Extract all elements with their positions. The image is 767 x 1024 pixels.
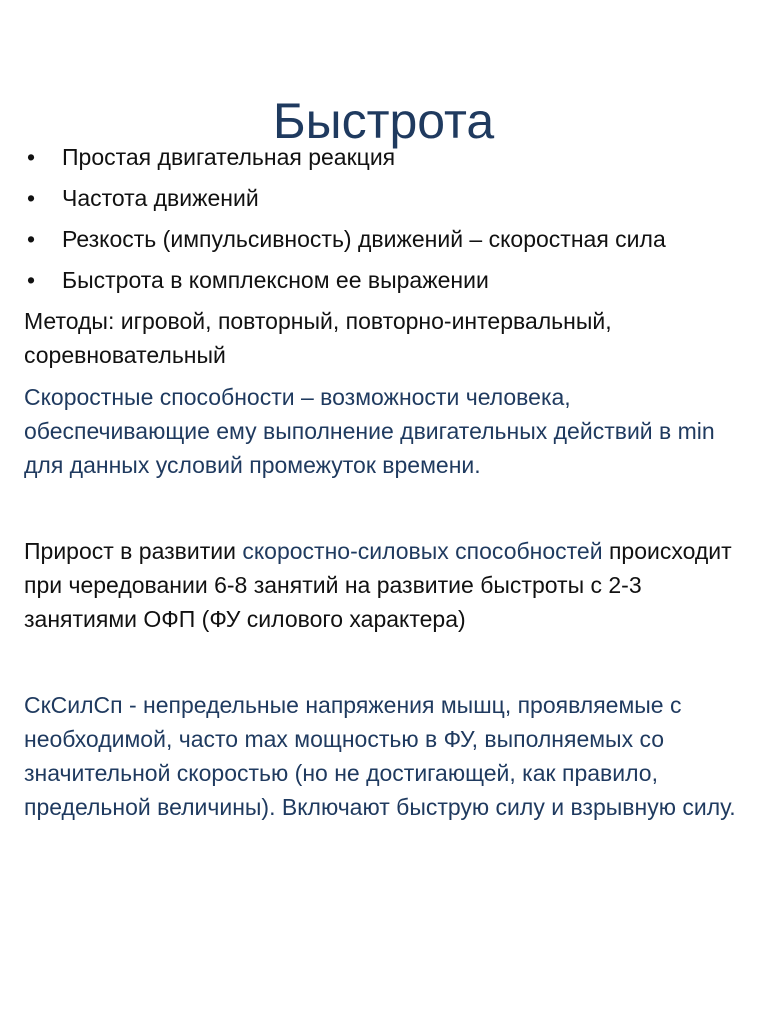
bullet-dot: •	[27, 267, 36, 293]
bullet-item	[24, 222, 754, 256]
growth-highlight: скоростно-силовых способностей	[242, 538, 603, 564]
bullet-dot: •	[27, 185, 36, 211]
bullet-item	[24, 181, 754, 215]
bullet-list	[24, 140, 754, 297]
growth-text-part2: происходит при чередовании 6-8 занятий на развитие быстроты с 2-3 занятиями ОФП (ФУ силового характера)	[24, 538, 732, 632]
bullet-text: Частота движений	[62, 185, 259, 211]
slide-title: Быстрота	[272, 92, 495, 149]
growth-text-part1: Прирост в развитии	[24, 538, 243, 564]
slide-content	[24, 140, 754, 824]
bullet-item	[24, 140, 754, 174]
skilsp-text: СкСилСп - непредельные напряжения мышц, проявляемые с необходимой, часто max мощностью в ФУ, выполняемых со значительной скоростью (но не достигающей, как правило, предельной величины). Включают быструю силу и взрывную силу.	[24, 692, 736, 820]
bullet-text: Резкость (импульсивность) движений – скоростная сила	[62, 226, 666, 252]
definition-text: Скоростные способности – возможности человека, обеспечивающие ему выполнение двигательных действий в min для данных условий промежуток времени.	[24, 384, 715, 478]
bullet-dot: •	[27, 144, 36, 170]
bullet-text: Простая двигательная реакция	[62, 144, 396, 170]
bullet-item	[24, 263, 754, 297]
bullet-dot: •	[27, 226, 36, 252]
methods-text: Методы: игровой, повторный, повторно-интервальный, соревновательный	[24, 308, 612, 368]
bullet-text: Быстрота в комплексном ее выражении	[62, 267, 489, 293]
growth-paragraph	[24, 534, 754, 636]
